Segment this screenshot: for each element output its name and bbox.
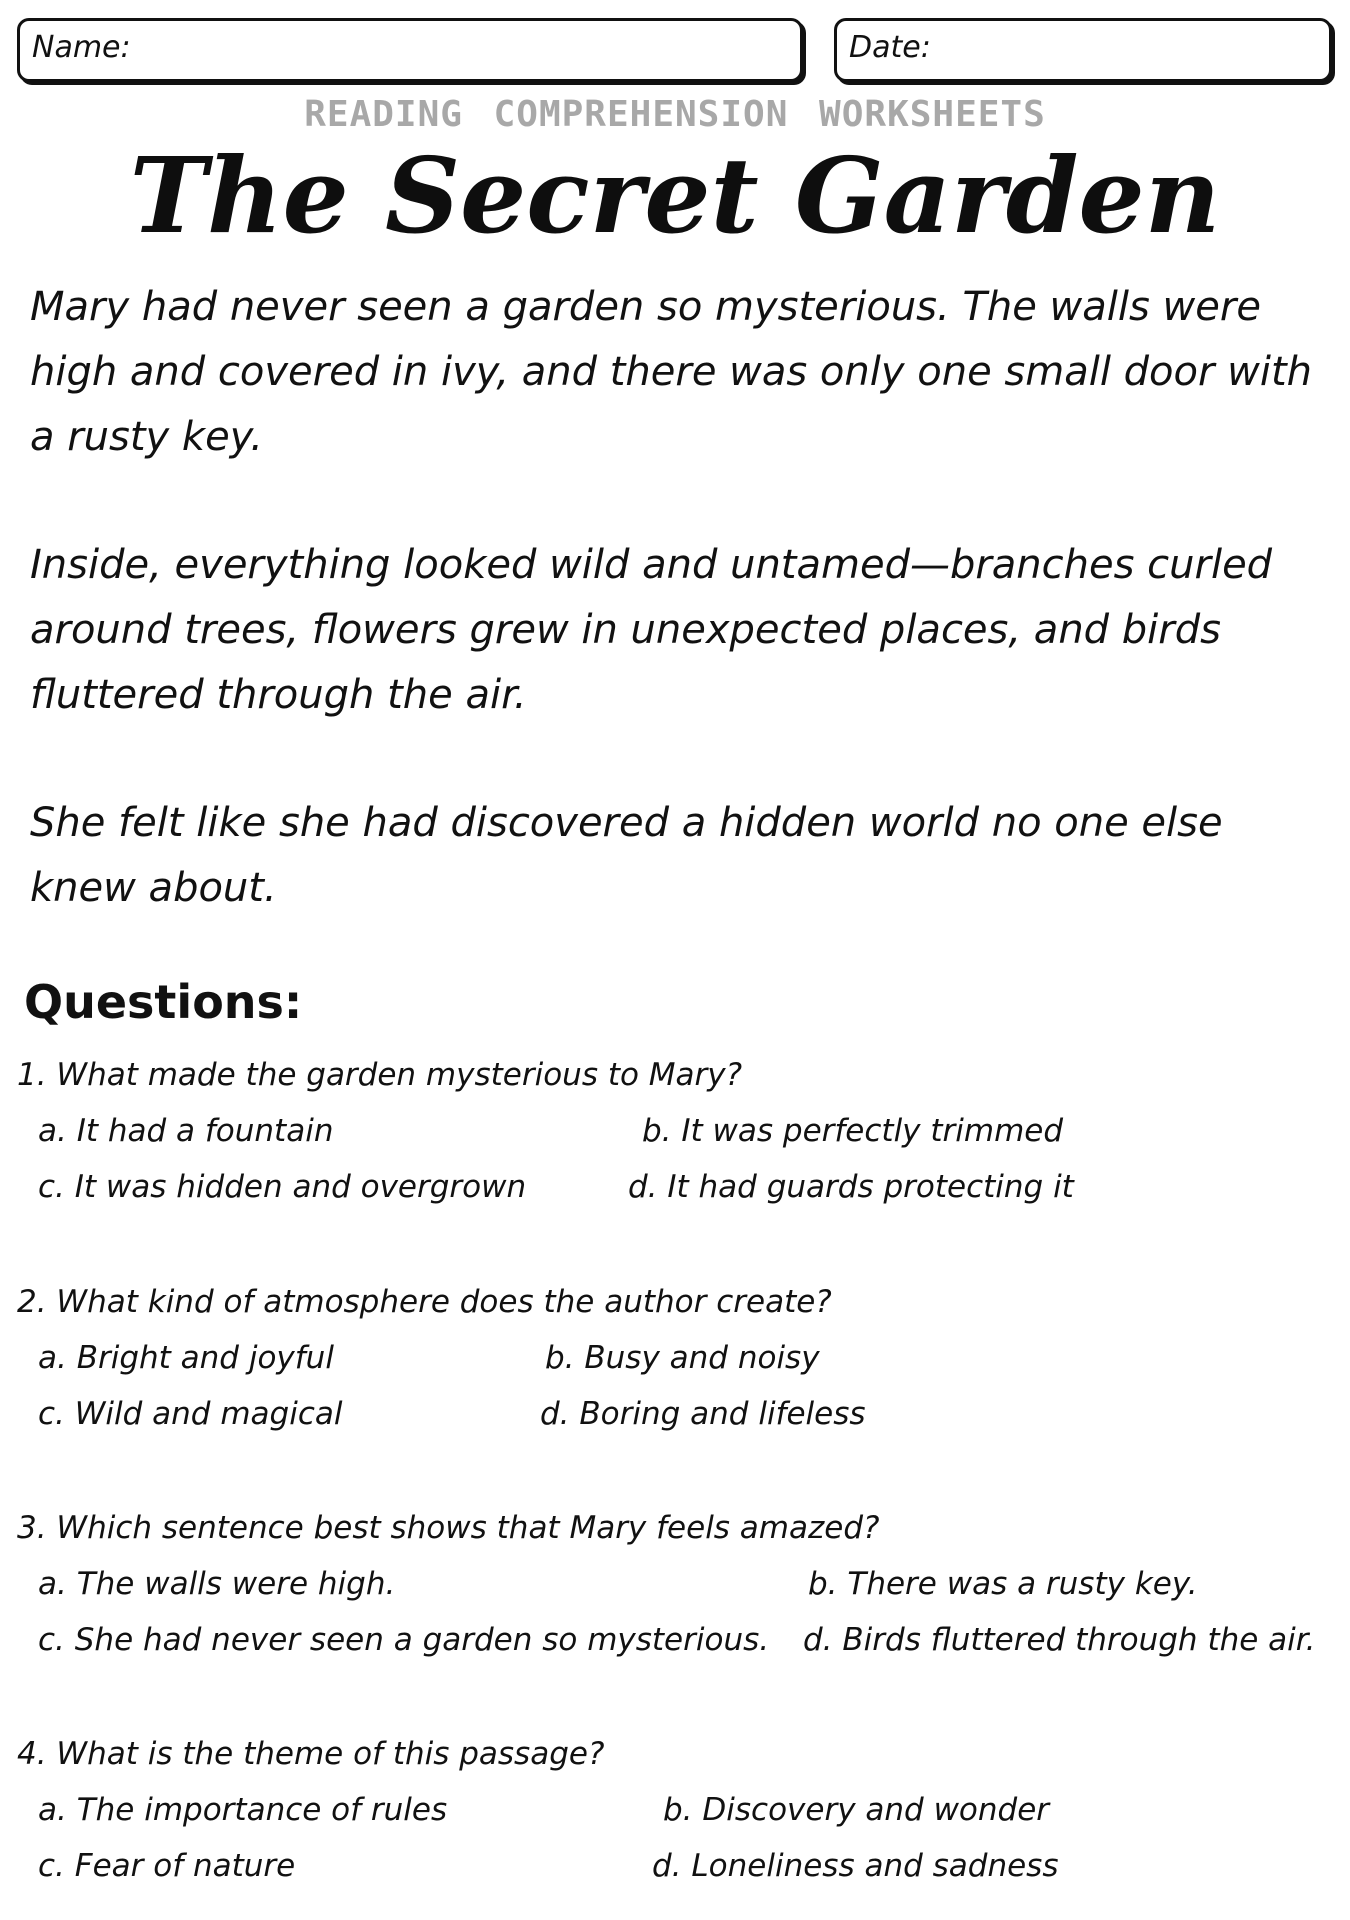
option-d: d. Birds fluttered through the air. (803, 1622, 1316, 1658)
worksheet-subtitle: READING COMPREHENSION WORKSHEETS (304, 94, 1046, 135)
passage-paragraph: Inside, everything looked wild and untamed—branches curled around trees, flowers grew in unexpected places, and birds fluttered through the air. (30, 542, 1273, 718)
name-label: Name: (32, 30, 131, 65)
option-b: b. It was perfectly trimmed (642, 1113, 1064, 1149)
option-a: a. The walls were high. (38, 1566, 396, 1602)
option-b: b. Busy and noisy (545, 1340, 820, 1376)
option-c: c. Fear of nature (38, 1848, 296, 1884)
page-title: The Secret Garden (129, 134, 1221, 257)
option-d: d. It had guards protecting it (628, 1169, 1074, 1205)
date-label: Date: (849, 30, 931, 65)
question-text: 2. What kind of atmosphere does the author create? (17, 1284, 832, 1320)
passage-paragraph: Mary had never seen a garden so mysterious. The walls were high and covered in ivy, and there was only one small door with a rusty key. (30, 284, 1313, 460)
date-field[interactable] (834, 18, 1332, 82)
question-text: 1. What made the garden mysterious to Mary? (17, 1057, 743, 1093)
passage-paragraph: She felt like she had discovered a hidden world no one else knew about. (30, 800, 1223, 911)
option-c: c. It was hidden and overgrown (38, 1169, 527, 1205)
option-d: d. Boring and lifeless (540, 1396, 866, 1432)
option-c: c. Wild and magical (38, 1396, 343, 1432)
option-a: a. Bright and joyful (38, 1340, 334, 1376)
question-text: 3. Which sentence best shows that Mary feels amazed? (17, 1510, 880, 1546)
question-text: 4. What is the theme of this passage? (17, 1736, 605, 1772)
option-c: c. She had never seen a garden so mysterious. (38, 1622, 770, 1658)
name-field[interactable] (17, 18, 803, 82)
questions-heading: Questions: (24, 975, 303, 1029)
option-b: b. There was a rusty key. (808, 1566, 1198, 1602)
option-a: a. The importance of rules (38, 1792, 448, 1828)
option-b: b. Discovery and wonder (663, 1792, 1050, 1828)
reading-passage (30, 275, 1340, 984)
option-d: d. Loneliness and sadness (652, 1848, 1059, 1884)
option-a: a. It had a fountain (38, 1113, 334, 1149)
